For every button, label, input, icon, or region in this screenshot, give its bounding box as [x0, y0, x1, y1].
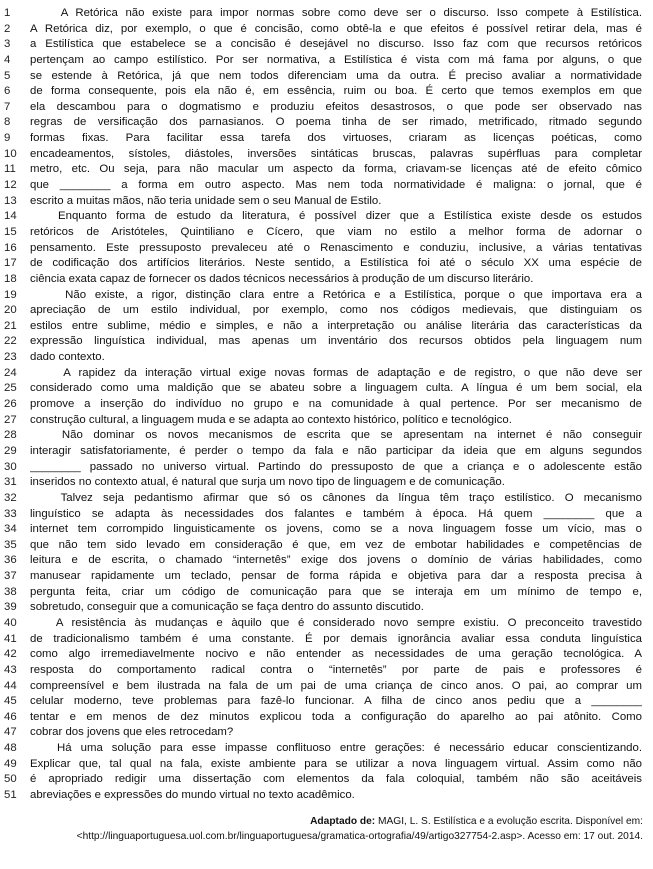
line-number: 21 [4, 319, 17, 332]
line-number: 30 [4, 460, 17, 473]
line-text: A Retórica não existe para impor normas sobre como deve ser o discurso. Isso compete à Estilística. [30, 7, 642, 19]
line-number: 24 [4, 366, 17, 379]
source-label: Adaptado de: [310, 816, 376, 827]
line-text: linguístico se adapta às necessidades dos falantes e também à época. Há quem ________ que a [30, 507, 642, 520]
text-line [0, 209, 653, 225]
text-line [0, 225, 653, 241]
line-number: 35 [4, 538, 17, 551]
line-text: Explicar que, tal qual na fala, existe ambiente para se utilizar a nova linguagem virtual. Assim como não [30, 757, 642, 770]
line-text: encadeamentos, sístoles, diástoles, inversões sintáticas bruscas, palavras supérfluas para completar [30, 147, 642, 160]
text-line [0, 600, 653, 616]
line-number: 48 [4, 742, 17, 755]
line-text: Enquanto forma de estudo da literatura, é possível dizer que a Estilística existe desde os estudos [30, 210, 642, 223]
text-line [0, 366, 653, 382]
line-number: 5 [4, 69, 11, 82]
line-number: 14 [4, 210, 17, 223]
line-number: 42 [4, 648, 17, 661]
line-text: pertençam ao campo estilístico. Por ser normativa, a Estilística é vista com má fama por alguns, o que [30, 53, 642, 66]
line-text: cobrar dos jovens que eles retrocedam? [30, 726, 234, 739]
text-line [0, 710, 653, 726]
line-number: 51 [4, 789, 17, 802]
source-reference: MAGI, L. S. Estilística e a evolução escrita. Disponível em: [378, 816, 643, 827]
line-text: ________ passado no universo virtual. Partindo do pressuposto de que a criança e o adolescente estão [30, 460, 642, 473]
text-line [0, 84, 653, 100]
text-line [0, 757, 653, 773]
line-number: 4 [4, 53, 11, 66]
line-text: ciência exata capaz de fornecer os dados técnicos necessários à produção de um discurso literário. [30, 272, 534, 285]
line-number: 44 [4, 679, 17, 692]
line-text: considerado como uma maldição que se abateu sobre a linguagem culta. A língua é um bem social, ela [30, 382, 642, 395]
text-line [0, 663, 653, 679]
line-text: leitura e de escrita, o chamado “internetês” exige dos jovens o domínio de várias habilidades, como [30, 554, 642, 567]
text-line [0, 538, 653, 554]
line-number: 9 [4, 132, 11, 145]
line-number: 39 [4, 601, 17, 614]
text-line [0, 350, 653, 366]
line-text: celular moderno, teve problemas para fazê-lo funcionar. A filha de cinco anos pediu que a ________ [30, 695, 642, 708]
line-text: Não dominar os novos mecanismos de escrita que se apresentam na internet é não conseguir [30, 429, 642, 442]
text-line [0, 37, 653, 53]
line-number: 49 [4, 757, 17, 770]
line-number: 3 [4, 38, 11, 51]
line-number: 50 [4, 773, 17, 786]
line-text: sobretudo, conseguir que a comunicação se faça dentro do assunto discutido. [30, 601, 424, 614]
text-line [0, 6, 653, 22]
source-url: <http://linguaportuguesa.uol.com.br/linguaportuguesa/gramatica-ortografia/49/artigo327754-2.asp>. Acesso em: 17 out. 2014. [76, 831, 643, 842]
line-number: 7 [4, 100, 11, 113]
line-text: expressão linguística individual, mas apenas um inventário dos recursos obtidos pela linguagem num [30, 335, 642, 348]
text-line [0, 115, 653, 131]
text-body [0, 6, 653, 804]
line-text: Há uma solução para esse impasse conflituoso entre gerações: é necessário educar conscientizando. [30, 742, 642, 755]
line-number: 31 [4, 476, 17, 489]
line-number: 38 [4, 585, 17, 598]
text-line [0, 131, 653, 147]
text-line [0, 491, 653, 507]
text-line [0, 428, 653, 444]
line-number: 36 [4, 554, 17, 567]
line-number: 29 [4, 444, 17, 457]
line-text: Não existe, a rigor, distinção clara entre a Retórica e a Estilística, porque o que importava era a [30, 288, 642, 301]
line-number: 17 [4, 257, 17, 270]
line-number: 15 [4, 225, 17, 238]
line-number: 19 [4, 288, 17, 301]
text-line [0, 741, 653, 757]
line-text: que não tem sido levado em consideração é que, em vez de embotar habilidades e competências de [30, 538, 642, 551]
line-text: internet tem corrompido linguisticamente os jovens, como se a nova linguagem fosse um vício, mas o [30, 523, 642, 536]
text-line [0, 679, 653, 695]
text-line [0, 413, 653, 429]
line-text: que ________ a forma em outro aspecto. Mas nem toda normatividade é maligna: o jornal, que é [30, 179, 642, 192]
line-text: se estende à Retórica, já que nem todos diferenciam uma da outra. É preciso avaliar a normatividade [30, 69, 642, 82]
line-text: formas fixas. Para facilitar essa tarefa dos virtuoses, criaram as licenças poéticas, como [30, 132, 642, 145]
text-line [0, 585, 653, 601]
text-line [0, 194, 653, 210]
text-line [0, 569, 653, 585]
text-line [0, 241, 653, 257]
line-text: metro, etc. Ou seja, para não macular um aspecto da forma, criavam-se licenças até de efeito cômico [30, 163, 642, 176]
line-text: abreviações e expressões do mundo virtual no texto acadêmico. [30, 789, 355, 802]
line-text: estilos entre sublime, médio e simples, e não a interpretação ou análise literária das características da [30, 319, 642, 332]
line-text: resposta do comportamento radical contra o “internetês” por parte de pais e professores é [30, 663, 642, 676]
text-line [0, 616, 653, 632]
line-text: escrito a muitas mãos, não teria unidade sem o seu Manual de Estilo. [30, 194, 382, 207]
text-line [0, 147, 653, 163]
line-number: 37 [4, 570, 17, 583]
text-line [0, 694, 653, 710]
text-line [0, 772, 653, 788]
text-line [0, 319, 653, 335]
line-text: retóricos de Aristóteles, Quintiliano e Cícero, que viam no estilo a melhor forma de adornar o [30, 225, 642, 238]
text-line [0, 69, 653, 85]
line-number: 41 [4, 632, 17, 645]
line-number: 43 [4, 663, 17, 676]
line-number: 23 [4, 351, 17, 364]
text-line [0, 444, 653, 460]
text-line [0, 162, 653, 178]
line-text: de tradicionalismo também é uma constante. É por demais ignorância avaliar essa conduta linguística [30, 632, 642, 645]
line-text: a Estilística que estabelece se a concisão é desejável no discurso. Isso faz com que recursos retóricos [30, 38, 642, 51]
line-number: 10 [4, 147, 17, 160]
source-citation [3, 814, 643, 829]
line-number: 8 [4, 116, 11, 129]
line-number: 11 [4, 163, 16, 176]
line-number: 46 [4, 710, 17, 723]
line-number: 26 [4, 398, 17, 411]
text-line [0, 100, 653, 116]
line-text: de forma consequente, pois ela não é, em essência, ruim ou boa. É certo que temos exemplos em que [30, 85, 642, 98]
text-line [0, 22, 653, 38]
text-line [0, 178, 653, 194]
text-line [0, 288, 653, 304]
line-number: 2 [4, 22, 11, 35]
line-text: A Retórica diz, por exemplo, o que é concisão, como obtê-la e que efeitos é possível retirar dela, mas é [30, 22, 642, 35]
line-text: manusear rapidamente um teclado, pensar de forma rápida e objetiva para dar a resposta precisa à [30, 570, 642, 583]
text-line [0, 632, 653, 648]
text-line [0, 272, 653, 288]
line-number: 40 [4, 616, 17, 629]
text-line [0, 507, 653, 523]
text-line [0, 397, 653, 413]
text-line [0, 475, 653, 491]
text-line [0, 725, 653, 741]
text-line [0, 647, 653, 663]
line-text: pergunta feita, criar um código de comunicação para que se interaja em um mínimo de tempo e, [30, 585, 642, 598]
line-number: 16 [4, 241, 17, 254]
line-text: dado contexto. [30, 351, 105, 364]
line-text: interagir satisfatoriamente, é perder o tempo da fala e não participar da ideia que em alguns segundos [30, 444, 642, 457]
line-number: 25 [4, 382, 17, 395]
line-text: compreensível e bem ilustrada na fala de um pai de uma criança de cinco anos. O pai, ao comprar um [30, 679, 642, 692]
line-number: 6 [4, 85, 11, 98]
line-number: 20 [4, 304, 17, 317]
line-number: 18 [4, 272, 17, 285]
line-number: 28 [4, 429, 17, 442]
line-number: 27 [4, 413, 17, 426]
line-text: Talvez seja pedantismo afirmar que só os cânones da língua têm traço estilístico. O mecanismo [30, 491, 642, 504]
line-number: 45 [4, 695, 17, 708]
text-line [0, 381, 653, 397]
line-number: 22 [4, 335, 17, 348]
line-text: construção cultural, a linguagem muda e se adapta ao contexto histórico, político e tecnológico. [30, 413, 512, 426]
line-text: inseridos no contexto atual, é natural que surja um novo tipo de linguagem e de comunicação. [30, 476, 505, 489]
text-line [0, 256, 653, 272]
line-text: como algo irremediavelmente nocivo e não entender as necessidades de uma geração tecnológica. A [30, 648, 642, 661]
line-text: pensamento. Este pressuposto prevaleceu até o Renascimento e conduziu, inclusive, a várias tentativas [30, 241, 642, 254]
line-number: 47 [4, 726, 17, 739]
text-line [0, 334, 653, 350]
line-number: 13 [4, 194, 17, 207]
line-text: tentar e em menos de dez minutos explicou toda a configuração do aparelho ao pai atônito. Como [30, 710, 642, 723]
text-line [0, 303, 653, 319]
line-number: 33 [4, 507, 17, 520]
line-text: A resistência às mudanças e àquilo que é considerado novo sempre existiu. O preconceito travestido [30, 616, 642, 629]
line-number: 32 [4, 491, 17, 504]
line-text: promove a inserção do indivíduo no grupo e na comunidade à qual pertence. Por ser mecanismo de [30, 398, 642, 411]
line-text: regras de versificação dos parnasianos. O poema tinha de ser rimado, metrificado, ritmado segundo [30, 116, 642, 129]
line-number: 34 [4, 523, 17, 536]
line-number: 1 [4, 7, 11, 19]
line-text: apreciação de um estilo individual, por exemplo, como nos códigos medievais, que distinguiam os [30, 304, 642, 317]
text-line [0, 522, 653, 538]
text-line [0, 788, 653, 804]
text-line [0, 53, 653, 69]
line-text: A rapidez da interação virtual exige novas formas de adaptação e de registro, o que não deve ser [30, 366, 642, 379]
line-text: de codificação dos artifícios literários. Neste sentido, a Estilística foi até o século XX uma espécie de [30, 257, 642, 270]
text-line [0, 460, 653, 476]
line-text: é apropriado redigir uma dissertação com elementos da fala coloquial, também não são aceitáveis [30, 773, 642, 786]
line-text: ela descambou para o dogmatismo e produziu efeitos desastrosos, o que pode ser observado nas [30, 100, 642, 113]
line-number: 12 [4, 179, 17, 192]
text-line [0, 553, 653, 569]
